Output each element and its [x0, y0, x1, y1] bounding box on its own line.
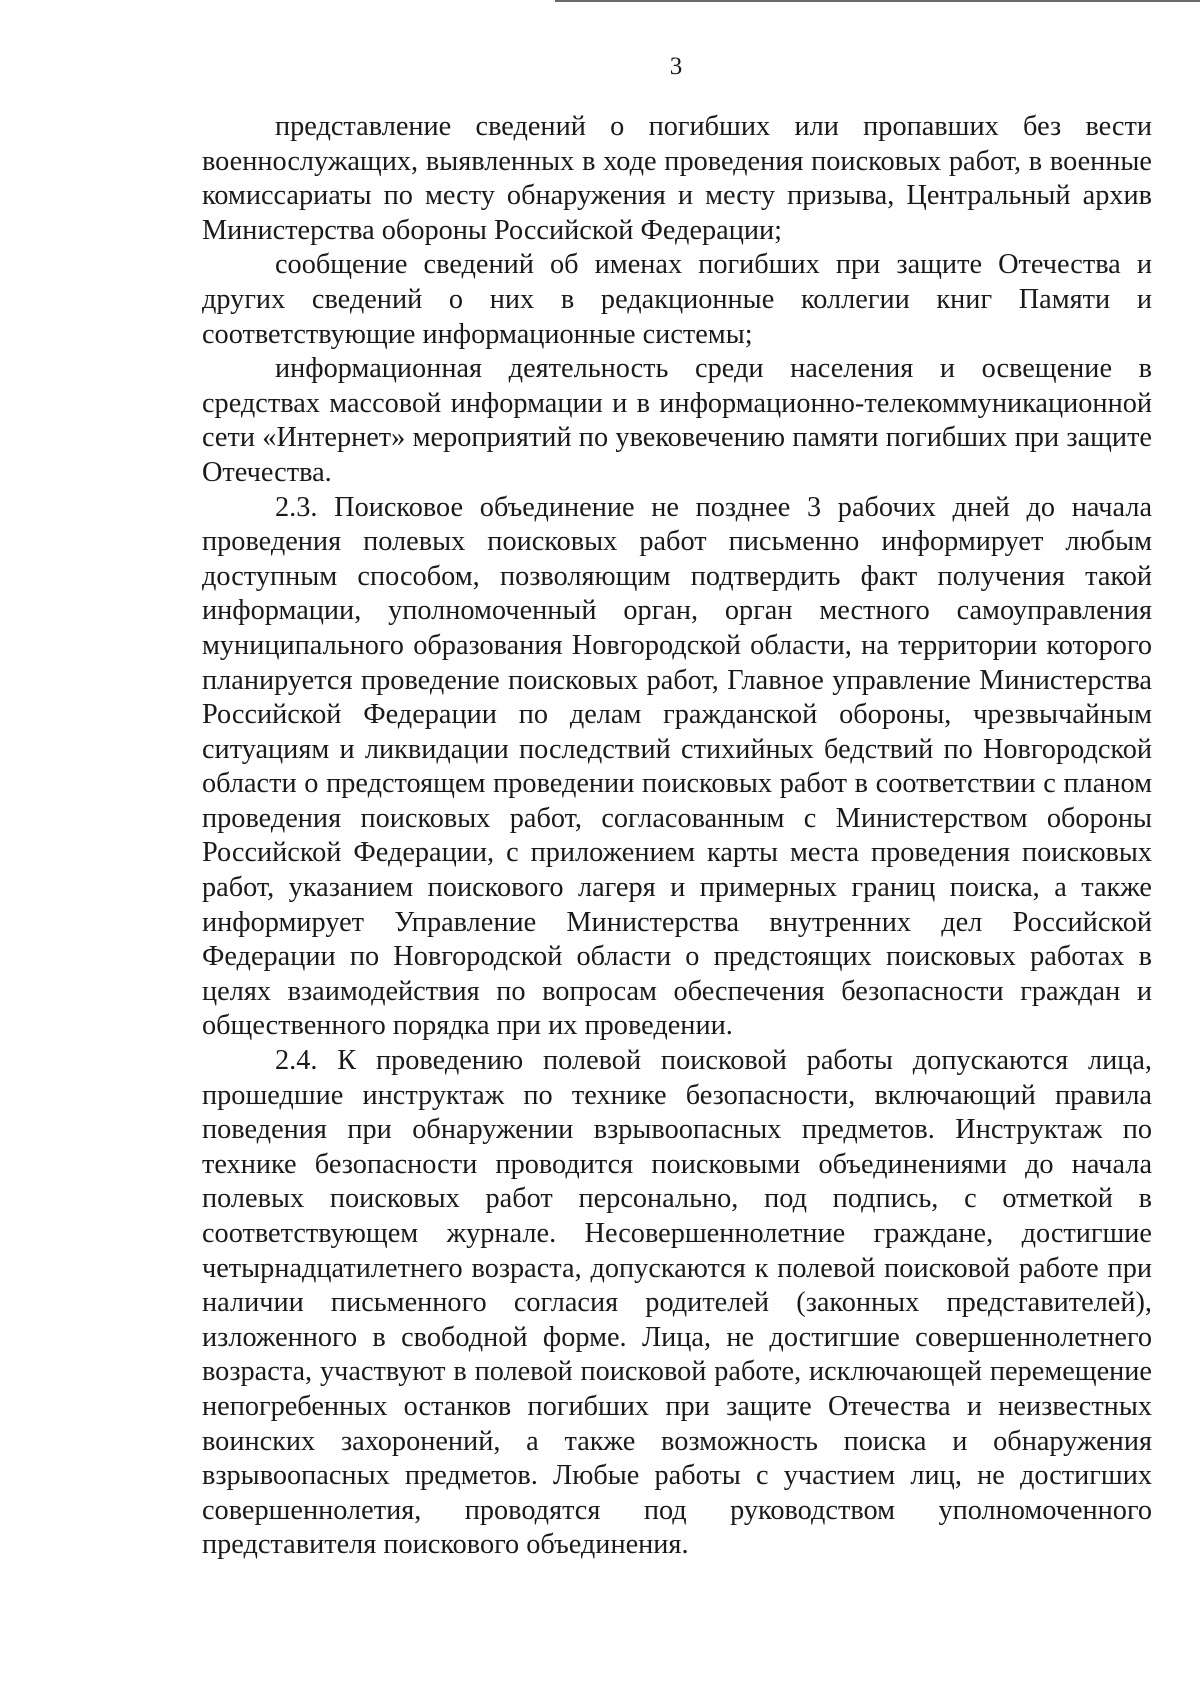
- paragraph-info-military-commissariats: представление сведений о погибших или пропавших без вести военнослужащих, выявленных в ходе проведения поисковых работ, в военные комиссариаты по месту обнаружения и месту призыва, Центральный архив Министерства обороны Российской Федерации;: [202, 111, 1152, 246]
- paragraph-section-2-3: 2.3. Поисковое объединение не позднее 3 рабочих дней до начала проведения полевых поисковых работ письменно информирует любым доступным способом, позволяющим подтвердить факт получения такой информации, уполномоченный орган, орган местного самоуправления муниципального образования Новгородской области, на территории которого планируется проведение поисковых работ, Главное управление Министерства Российской Федерации по делам гражданской обороны, чрезвычайным ситуациям и ликвидации последствий стихийных бедствий по Новгородской области о предстоящем проведении поисковых работ в соответствии с планом проведения поисковых работ, согласованным с Министерством обороны Российской Федерации, с приложением карты места проведения поисковых работ, указанием поискового лагеря и примерных границ поиска, а также информирует Управление Министерства внутренних дел Российской Федерации по Новгородской области о предстоящих поисковых работах в целях взаимодействия по вопросам обеспечения безопасности граждан и общественного порядка при их проведении.: [202, 491, 1152, 1042]
- document-body: [202, 110, 1152, 1563]
- paragraph-memory-books: сообщение сведений об именах погибших при защите Отечества и других сведений о них в редакционные коллегии книг Памяти и соответствующие информационные системы;: [202, 249, 1152, 350]
- paragraph-section-2-4: 2.4. К проведению полевой поисковой работы допускаются лица, прошедшие инструктаж по технике безопасности, включающий правила поведения при обнаружении взрывоопасных предметов. Инструктаж по технике безопасности проводится поисковыми объединениями до начала полевых поисковых работ персонально, под подпись, с отметкой в соответствующем журнале. Несовершеннолетние граждане, достигшие четырнадцатилетнего возраста, допускаются к полевой поисковой работе при наличии письменного согласия родителей (законных представителей), изложенного в свободной форме. Лица, не достигшие совершеннолетнего возраста, участвуют в полевой поисковой работе, исключающей перемещение непогребенных останков погибших при защите Отечества и неизвестных воинских захоронений, а также возможность поиска и обнаружения взрывоопасных предметов. Любые работы с участием лиц, не достигших совершеннолетия, проводятся под руководством уполномоченного представителя поискового объединения.: [202, 1045, 1152, 1561]
- page-number: 3: [669, 53, 683, 80]
- paragraph-media-coverage: информационная деятельность среди населения и освещение в средствах массовой информации и в информационно-телекоммуникационной сети «Интернет» мероприятий по увековечению памяти погибших при защите Отечества.: [202, 353, 1152, 488]
- scan-top-edge-line: [555, 0, 1200, 2]
